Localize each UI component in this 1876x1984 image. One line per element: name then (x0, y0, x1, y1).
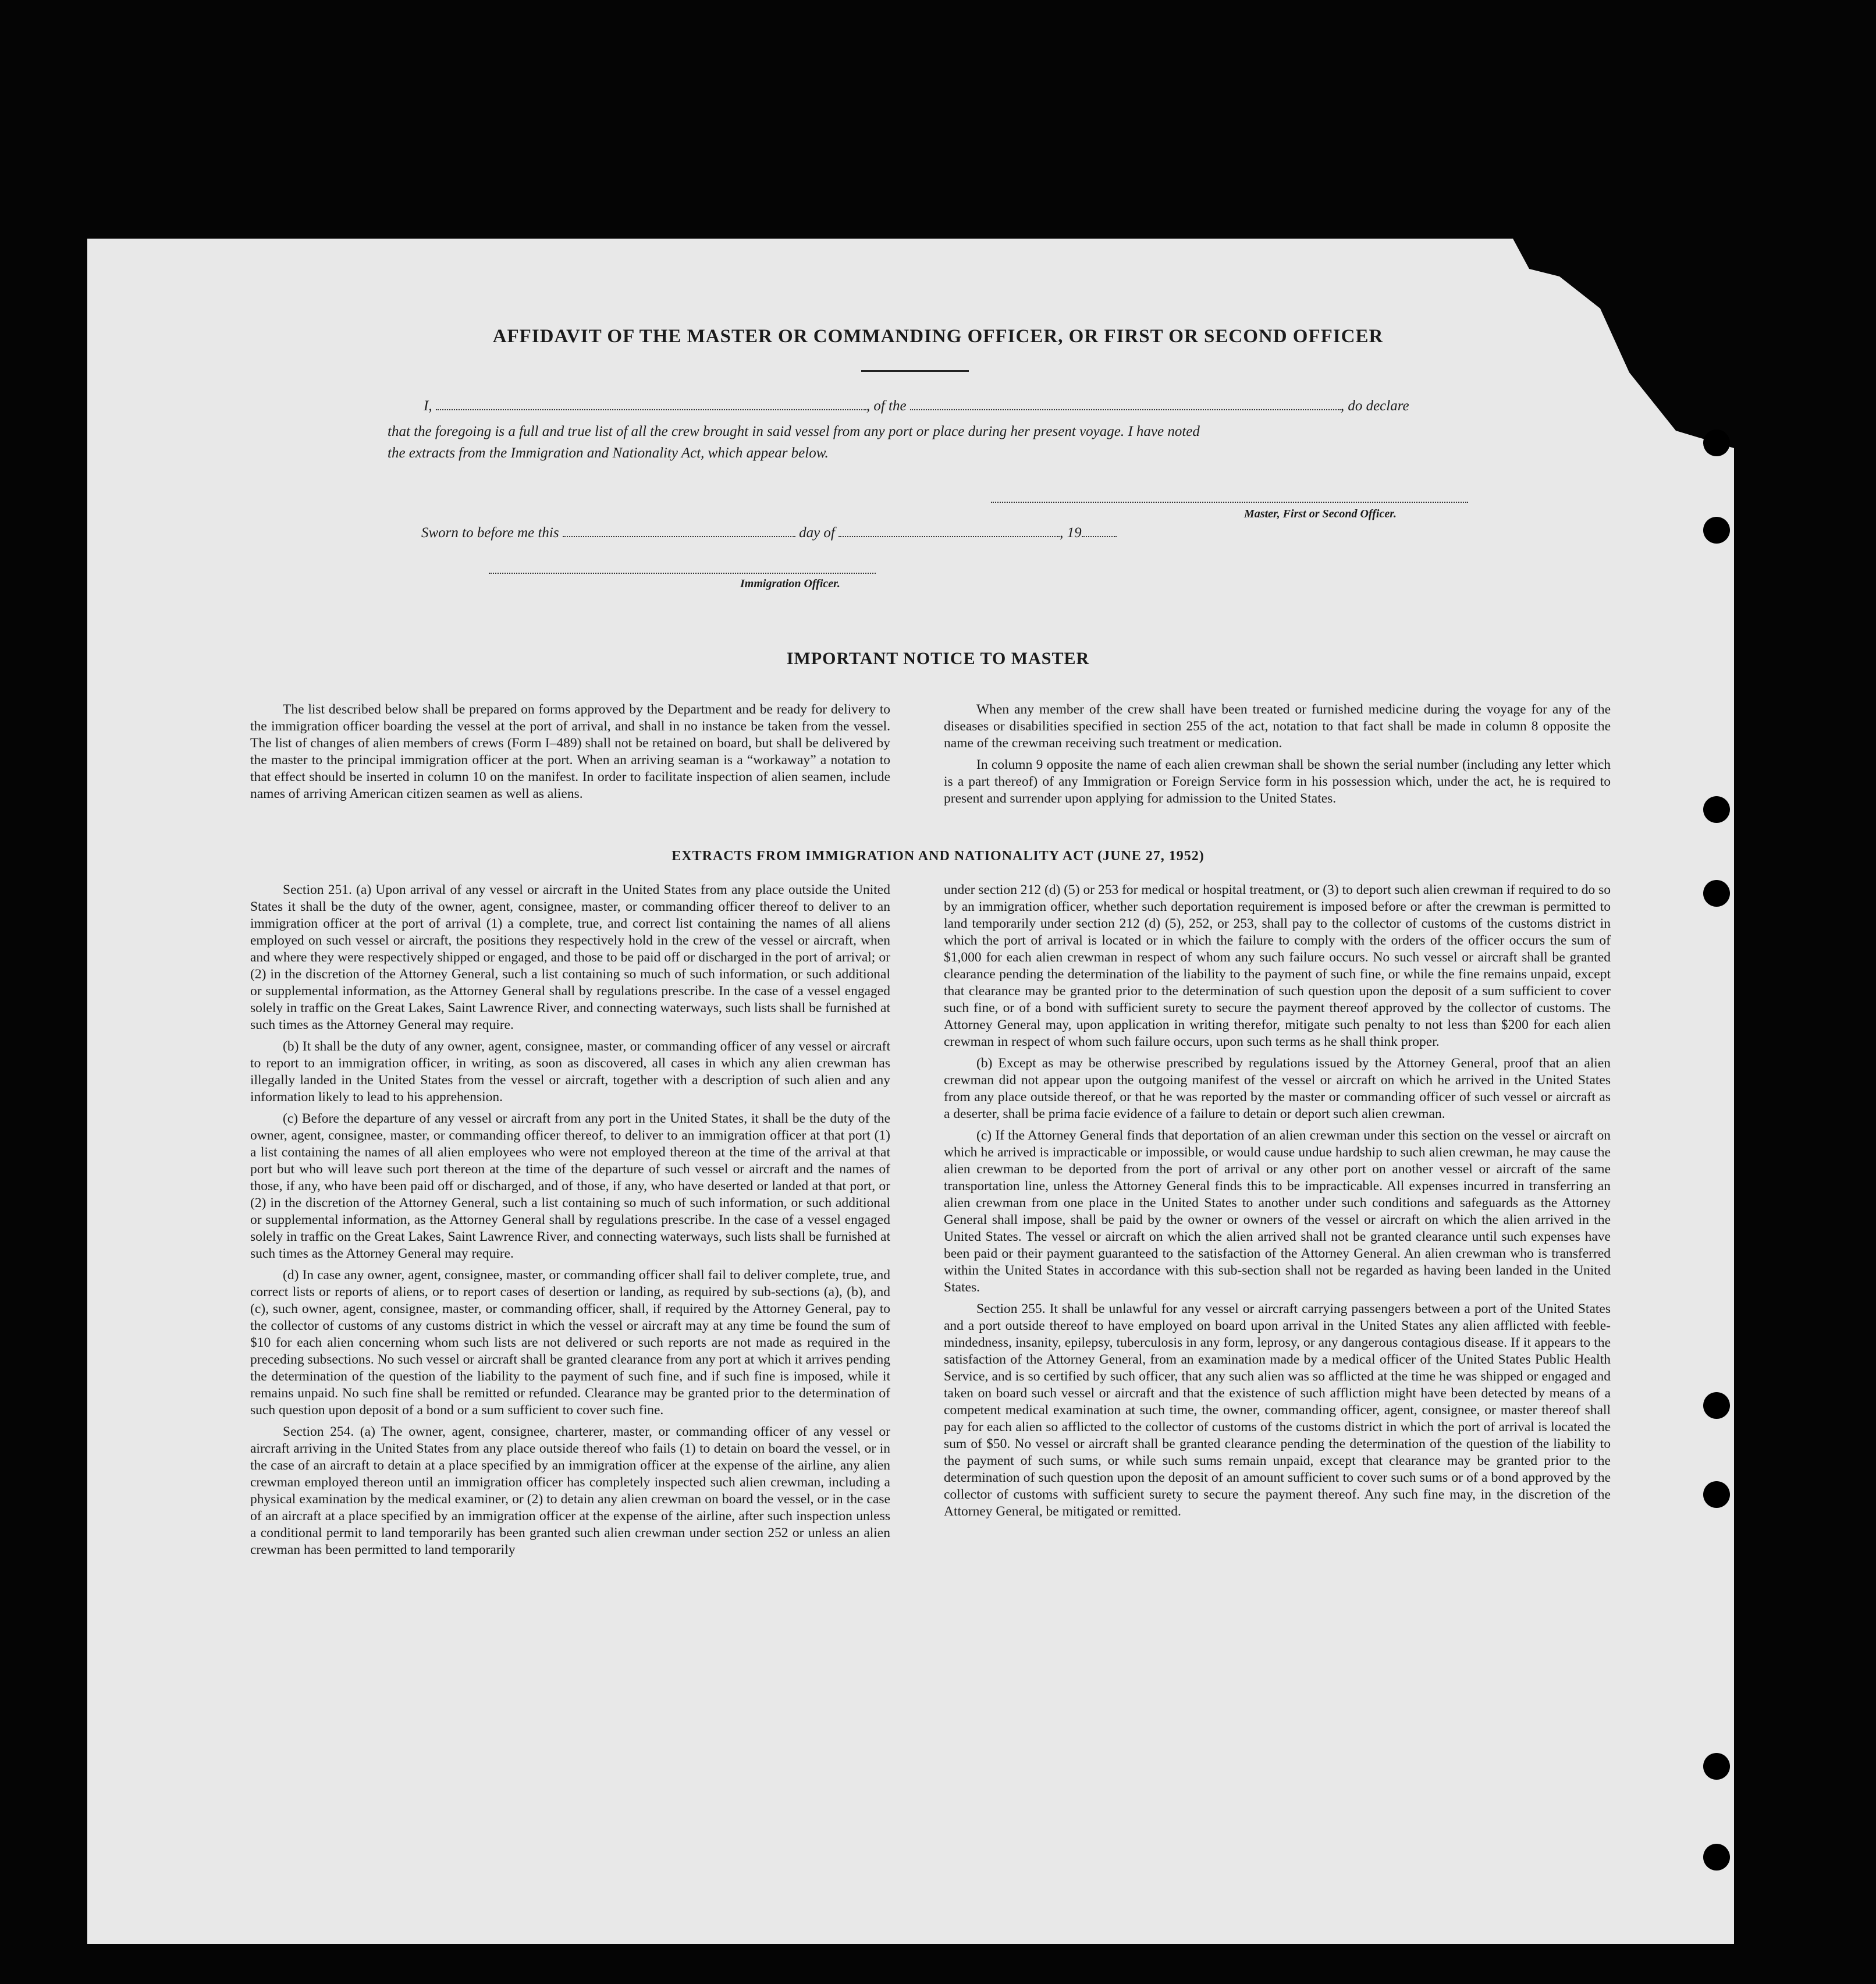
binder-hole (1703, 1392, 1730, 1419)
notice-title: IMPORTANT NOTICE TO MASTER (786, 649, 1090, 668)
extracts-title: EXTRACTS FROM IMMIGRATION AND NATIONALITY ACT (JUNE 27, 1952) (671, 849, 1205, 864)
sworn-line (421, 525, 1117, 541)
master-signature-caption: Master, First or Second Officer. (1244, 507, 1397, 520)
declaration-text-line2: that the foregoing is a full and true list of all the crew brought in said vessel from any port or place during her present voyage. I have noted (388, 424, 1200, 439)
declaration-declare: , do declare (1340, 398, 1409, 414)
section-paragraph: Section 254. (a) The owner, agent, consignee, charterer, master, or commanding officer of any vessel or aircraft arriving in the United States from any place outside thereof who fails (1) to detain on board the vessel, or in the case of an aircraft to detain at a place specified by an immigration officer at the expense of the airline, any alien crewman employed thereon until an immigration officer has completely inspected such alien crewman, including a physical examination by the medical examiner, or (2) to detain any alien crewman on board the vessel, or in the case of an aircraft at a place specified by an immigration officer at the expense of the airline, after such inspection unless a conditional permit to land temporarily has been granted such alien crewman under section 252 or unless an alien crewman has been permitted to land temporarily (250, 1424, 890, 1557)
binder-hole (1703, 1753, 1730, 1780)
binder-hole (1703, 517, 1730, 544)
master-signature-line[interactable] (991, 502, 1468, 503)
year-text: , 19 (1060, 525, 1082, 541)
declaration-text-line3: the extracts from the Immigration and Nationality Act, which appear below. (388, 445, 829, 461)
section-paragraph: (c) Before the departure of any vessel or aircraft from any port in the United States, it shall be the duty of the owner, agent, consignee, master, or commanding officer thereof, to deliver to an immigration officer at that port (1) a list containing the names of all alien employees who were not employed thereon at the time of the arrival at that port but who will leave such port thereon at the time of the departure of such vessel or aircraft and the names of those, if any, who have been paid off or discharged, and of those, if any, who have deserted or landed at that port, or (2) in the discretion of the Attorney General, such a list containing so much of such information, or such additional or supplemental information, as the Attorney General shall by regulations prescribe. In the case of a vessel engaged solely in traffic on the Great Lakes, Saint Lawrence River, and connecting waterways, such lists shall be furnished at such times as the Attorney General may require. (250, 1111, 890, 1261)
affidavit-title: AFFIDAVIT OF THE MASTER OR COMMANDING OFFICER, OR FIRST OR SECOND OFFICER (492, 326, 1384, 347)
notice-paragraph: The list described below shall be prepared on forms approved by the Department and be ready for delivery to the immigration officer boarding the vessel at the port of arrival, and shall in no instance be taken from the vessel. The list of changes of alien members of crews (Form I–489) shall not be retained on board, but shall be delivered by the master to the principal immigration officer at the port. When an arriving seaman is a “workaway” a notation to that effect should be inserted in column 10 on the manifest. In order to facilitate inspection of alien seamen, include names of arriving American citizen seamen as well as aliens. (250, 702, 890, 801)
binder-hole (1703, 880, 1730, 907)
notice-right-column (944, 701, 1611, 812)
binder-hole (1703, 430, 1730, 456)
section-paragraph: Section 251. (a) Upon arrival of any vessel or aircraft in the United States from any place outside the United States it shall be the duty of the owner, agent, consignee, master, or commanding officer thereof to deliver to an immigration officer at the port of arrival (1) a complete, true, and correct list containing the names of all aliens employed on such vessel or aircraft, the positions they respectively hold in the crew of the vessel or aircraft, when and where they were respectively shipped or engaged, and those to be paid off or discharged in the port of arrival; or (2) in the discretion of the Attorney General, such a list containing so much of such information, or such additional or supplemental information, as the Attorney General shall by regulations prescribe. In the case of a vessel engaged solely in traffic on the Great Lakes, Saint Lawrence River, and connecting waterways, such lists shall be furnished at such times as the Attorney General may require. (250, 882, 890, 1032)
section-paragraph: Section 255. It shall be unlawful for any vessel or aircraft carrying passengers between a port of the United States and a port outside thereof to have employed on board upon arrival in the United States any alien afflicted with feeble-mindedness, insanity, epilepsy, tuberculosis in any form, leprosy, or any dangerous contagious disease. If it appears to the satisfaction of the Attorney General, from an examination made by a medical officer of the United States Public Health Service, and is so certified by such officer, that any such alien was so afflicted at the time he was shipped or engaged and taken on board such vessel or aircraft and that the existence of such affliction might have been detected by means of a competent medical examination at such time, the owner, commanding officer, agent, consignee, or master thereof shall pay for each alien so afflicted to the collector of customs of the customs district in which the port of arrival is located the sum of $50. No vessel or aircraft shall be granted clearance pending the determination of the question of the liability to the payment of such sums, or while such sums remain unpaid, except that clearance may be granted prior to the determination of such question upon the deposit of an amount sufficient to cover such sums or of a bond approved by the collector of customs with sufficient surety to secure the payment thereof. Any such fine may, in the discretion of the Attorney General, be mitigated or remitted. (944, 1301, 1611, 1519)
vessel-field[interactable] (910, 407, 1341, 410)
section-paragraph: (b) It shall be the duty of any owner, agent, consignee, master, or commanding officer of any vessel or aircraft to report to an immigration officer, in writing, as soon as discovered, all cases in which any alien crewman has illegally landed in the United States from the vessel or aircraft, together with a description of such alien and any information likely to lead to his apprehension. (250, 1039, 890, 1105)
notice-left-column (250, 701, 890, 807)
binder-hole (1703, 1844, 1730, 1871)
notice-paragraph: When any member of the crew shall have been treated or furnished medicine during the voyage for any of the diseases or disabilities specified in section 255 of the act, notation to that fact shall be made in column 8 opposite the name of the crewman receiving such treatment or medication. (944, 702, 1611, 751)
declaration-i: I, (424, 398, 432, 414)
immigration-officer-caption: Immigration Officer. (740, 577, 840, 590)
sworn-year-field[interactable] (1082, 534, 1117, 537)
declaration-line (424, 398, 1409, 414)
title-rule (861, 370, 969, 372)
binder-hole (1703, 1481, 1730, 1508)
sworn-day-field[interactable] (563, 534, 795, 537)
day-of-text: day of (799, 525, 835, 541)
binder-hole (1703, 796, 1730, 823)
section-paragraph: under section 212 (d) (5) or 253 for medical or hospital treatment, or (3) to deport such alien crewman if required to do so by an immigration officer, whether such deportation requirement is imposed before or after the crewman is permitted to land temporarily under section 212 (d) (5), 252, or 253, shall pay to the collector of customs of the customs district in which the port of arrival is located or in which the failure to comply with the orders of the officer occurs the sum of $1,000 for each alien crewman in respect of whom any such failure occurs. No such vessel or aircraft shall be granted clearance pending the determination of the liability to the payment of such fine, or while the fine remains unpaid, except that clearance may be granted prior to the determination of such question upon the deposit of a sum sufficient to cover such fine, or of a bond with sufficient surety to secure the payment thereof approved by the collector of customs. The Attorney General may, upon application in writing therefor, mitigate such penalty to not less than $200 for each alien crewman in respect of whom such failure occurs, upon such terms as he shall think proper. (944, 882, 1611, 1049)
extracts-left-column (250, 882, 890, 1563)
declaration-of-the: , of the (866, 398, 907, 414)
notice-paragraph: In column 9 opposite the name of each alien crewman shall be shown the serial number (including any letter which is a part thereof) of any Immigration or Foreign Service form in his possession which, under the act, he is required to present and surrender upon applying for admission to the United States. (944, 757, 1611, 806)
sworn-month-field[interactable] (838, 534, 1060, 537)
section-paragraph: (b) Except as may be otherwise prescribed by regulations issued by the Attorney General, proof that an alien crewman did not appear upon the outgoing manifest of the vessel or aircraft on which he arrived in the United States from any place outside thereof, or that he was reported by the master or commanding officer of such vessel or aircraft as a deserter, shall be prima facie evidence of a failure to detain or deport such alien crewman. (944, 1056, 1611, 1121)
section-paragraph: (d) In case any owner, agent, consignee, master, or commanding officer shall fail to deliver complete, true, and correct lists or reports of aliens, or to report cases of desertion or landing, as required by sub-sections (a), (b), and (c), such owner, agent, consignee, master, or commanding officer, shall, if required by the Attorney General, pay to the collector of customs of any customs district in which the vessel or aircraft may at any time be found the sum of $10 for each alien concerning whom such lists are not delivered or such reports are not made as required in the preceding subsections. No such vessel or aircraft shall be granted clearance from any port at which it arrives pending the determination of the question of the liability to the payment of such fine, and if such fine is imposed, while it remains unpaid. No such fine shall be remitted or refunded. Clearance may be granted prior to the determination of such question upon deposit of a bond or a sum sufficient to cover such fine. (250, 1268, 890, 1418)
immigration-officer-signature-line[interactable] (489, 573, 876, 574)
name-field[interactable] (436, 407, 866, 410)
section-paragraph: (c) If the Attorney General finds that deportation of an alien crewman under this section on the vessel or aircraft on which he arrived is impracticable or impossible, or would cause undue hardship to such alien crewman, he may cause the alien crewman to be deported from the port of arrival or any other port on another vessel or aircraft of the same transportation line, unless the Attorney General finds this to be impracticable. All expenses incurred in transferring an alien crewman from one place in the United States to another under such conditions and safeguards as the Attorney General shall impose, shall be paid by the owner or owners of the vessel or aircraft on which the alien arrived in the United States. The vessel or aircraft on which the alien arrived shall not be granted clearance until such expenses have been paid or their payment guaranteed to the satisfaction of the Attorney General. An alien crewman who is transferred within the United States in accordance with this sub-section shall not be regarded as having been landed in the United States. (944, 1128, 1611, 1295)
extracts-right-column (944, 882, 1611, 1525)
sworn-text: Sworn to before me this (421, 525, 559, 541)
